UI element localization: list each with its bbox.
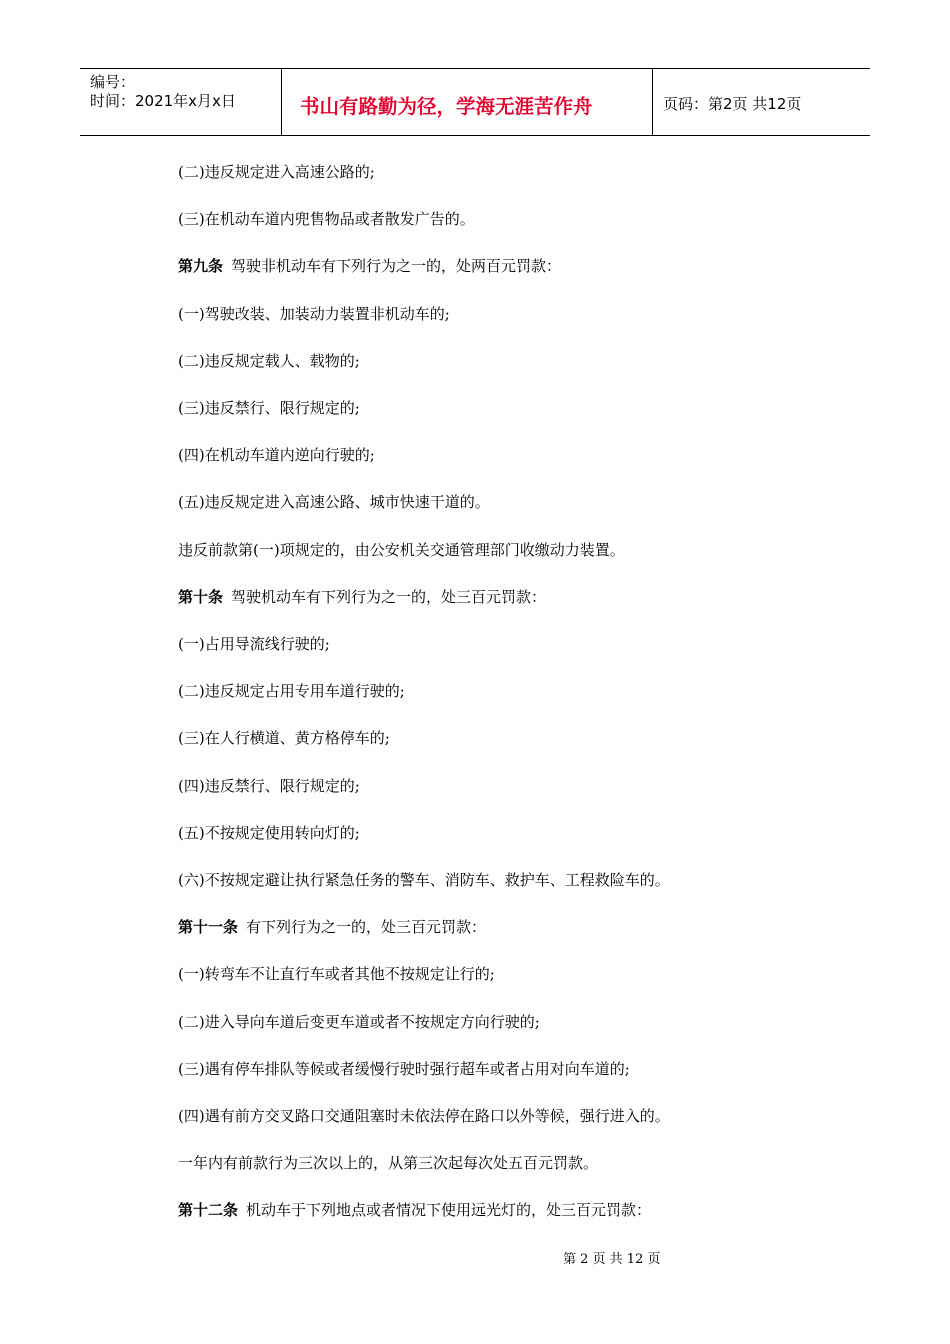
page-footer: 第 2 页 共 12 页 xyxy=(563,1252,661,1267)
clause-line xyxy=(178,728,390,748)
line-text: (三)在机动车道内兜售物品或者散发广告的。 xyxy=(178,210,475,229)
line-text: 一年内有前款行为三次以上的，从第三次起每次处五百元罚款。 xyxy=(178,1154,599,1173)
line-text: (一)驾驶改装、加装动力装置非机动车的; xyxy=(178,304,450,323)
clause-line xyxy=(178,351,360,371)
clause-line xyxy=(178,1106,670,1126)
line-text: (三)在人行横道、黄方格停车的; xyxy=(178,729,390,748)
clause-line xyxy=(178,776,360,796)
header-motto: 书山有路勤为径，学海无涯苦作舟 xyxy=(300,95,593,118)
clause-line xyxy=(178,823,360,843)
clause-line xyxy=(178,1012,540,1032)
article-line xyxy=(178,256,561,276)
article-heading: 第九条 xyxy=(178,257,224,276)
line-text: (三)遇有停车排队等候或者缓慢行驶时强行超车或者占用对向车道的; xyxy=(178,1059,630,1078)
line-text: (四)在机动车道内逆向行驶的; xyxy=(178,446,375,465)
line-text: (二)违反规定占用专用车道行驶的; xyxy=(178,682,405,701)
clause-line xyxy=(178,964,495,984)
clause-line xyxy=(178,634,330,654)
clause-line xyxy=(178,398,360,418)
clause-line xyxy=(178,445,375,465)
clause-line xyxy=(178,1153,598,1173)
line-text: (五)不按规定使用转向灯的; xyxy=(178,823,360,842)
article-heading: 第十一条 xyxy=(178,918,239,937)
clause-line xyxy=(178,162,375,182)
clause-line xyxy=(178,1059,630,1079)
line-text: (四)违反禁行、限行规定的; xyxy=(178,776,360,795)
line-text: 驾驶非机动车有下列行为之一的，处两百元罚款： xyxy=(231,257,562,276)
line-text: 有下列行为之一的，处三百元罚款： xyxy=(246,918,487,937)
line-text: (二)违反规定载人、载物的; xyxy=(178,351,360,370)
document-date: 时间：2021年x月x日 xyxy=(90,92,236,110)
line-text: (一)占用导流线行驶的; xyxy=(178,635,330,653)
clause-line xyxy=(178,492,490,512)
article-line xyxy=(178,1200,651,1220)
line-text: 驾驶机动车有下列行为之一的，处三百元罚款： xyxy=(231,587,547,606)
clause-line xyxy=(178,304,450,324)
line-text: 机动车于下列地点或者情况下使用远光灯的，处三百元罚款： xyxy=(246,1201,652,1220)
line-text: (六)不按规定避让执行紧急任务的警车、消防车、救护车、工程救险车的。 xyxy=(178,871,670,889)
clause-line xyxy=(178,681,405,701)
article-line xyxy=(178,917,486,937)
clause-line xyxy=(178,540,625,560)
header-page-info: 页码：第2页 共12页 xyxy=(663,95,802,113)
article-heading: 第十条 xyxy=(178,587,224,606)
clause-line xyxy=(178,870,670,890)
line-text: (四)遇有前方交叉路口交通阻塞时未依法停在路口以外等候，强行进入的。 xyxy=(178,1107,670,1125)
line-text: 违反前款第(一)项规定的，由公安机关交通管理部门收缴动力装置。 xyxy=(178,540,625,559)
line-text: (二)违反规定进入高速公路的; xyxy=(178,163,375,181)
line-text: (二)进入导向车道后变更车道或者不按规定方向行驶的; xyxy=(178,1012,540,1031)
document-number-label: 编号： xyxy=(90,73,136,91)
line-text: (五)违反规定进入高速公路、城市快速干道的。 xyxy=(178,493,490,512)
clause-line xyxy=(178,209,475,229)
line-text: (三)违反禁行、限行规定的; xyxy=(178,399,360,417)
line-text: (一)转弯车不让直行车或者其他不按规定让行的; xyxy=(178,965,495,984)
article-heading: 第十二条 xyxy=(178,1201,239,1220)
article-line xyxy=(178,587,546,607)
